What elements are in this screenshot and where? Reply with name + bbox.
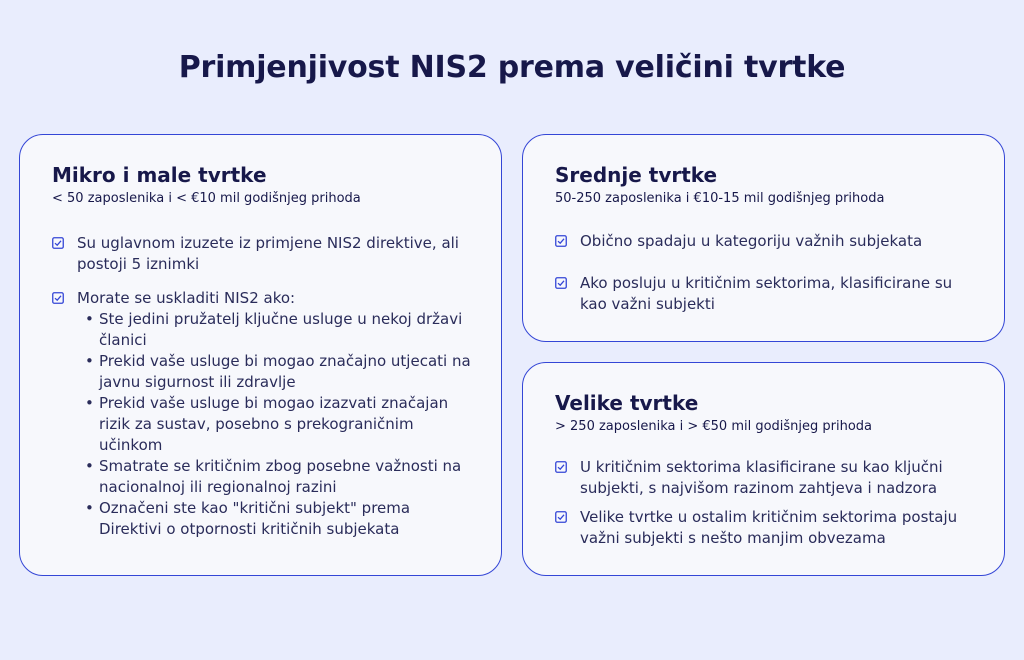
- list-item: [555, 507, 974, 549]
- card-heading: Mikro i male tvrtke: [52, 163, 267, 187]
- checkbox-icon: [555, 235, 567, 247]
- list-item: [555, 273, 974, 315]
- card-large: [522, 362, 1005, 576]
- checkbox-icon: [52, 292, 64, 304]
- condition-item: • Prekid vaše usluge bi mogao izazvati značajan rizik za sustav, posebno s prekograničnim učinkom: [85, 393, 471, 456]
- list-item: [555, 457, 974, 499]
- condition-item: • Označeni ste kao "kritični subjekt" prema Direktivi o otpornosti kritičnih subjekata: [85, 498, 471, 540]
- checkbox-icon: [555, 277, 567, 289]
- card-heading: Srednje tvrtke: [555, 163, 718, 187]
- condition-item: • Prekid vaše usluge bi mogao značajno utjecati na javnu sigurnost ili zdravlje: [85, 351, 471, 393]
- list-item-text: Su uglavnom izuzete iz primjene NIS2 direktive, ali postoji 5 iznimki: [77, 234, 459, 273]
- condition-list: [77, 309, 471, 540]
- page-title: Primjenjivost NIS2 prema veličini tvrtke: [178, 50, 846, 85]
- card-subtitle: > 250 zaposlenika i > €50 mil godišnjeg prihoda: [555, 419, 873, 434]
- card-subtitle: < 50 zaposlenika i < €10 mil godišnjeg prihoda: [52, 191, 361, 206]
- list-item-text: U kritičnim sektorima klasificirane su kao ključni subjekti, s najvišom razinom zahtjeva i nadzora: [580, 458, 943, 497]
- list-item-text: Morate se uskladiti NIS2 ako:: [77, 289, 296, 307]
- list-item-text: Velike tvrtke u ostalim kritičnim sektorima postaju važni subjekti s nešto manjim obvezama: [580, 508, 958, 547]
- card-micro-small: [19, 134, 502, 576]
- checkbox-icon: [555, 461, 567, 473]
- condition-item: • Smatrate se kritičnim zbog posebne važnosti na nacionalnoj ili regionalnoj razini: [85, 456, 471, 498]
- condition-item: • Ste jedini pružatelj ključne usluge u nekoj državi članici: [85, 309, 471, 351]
- card-subtitle: 50-250 zaposlenika i €10-15 mil godišnjeg prihoda: [555, 191, 885, 206]
- checkbox-icon: [555, 511, 567, 523]
- list-item: [52, 288, 471, 540]
- list-item-text: Obično spadaju u kategoriju važnih subjekata: [580, 232, 923, 250]
- checkbox-icon: [52, 237, 64, 249]
- card-heading: Velike tvrtke: [555, 391, 699, 415]
- list-item: [555, 231, 974, 252]
- card-medium: [522, 134, 1005, 342]
- list-item: [52, 233, 471, 275]
- list-item-text: Ako posluju u kritičnim sektorima, klasificirane su kao važni subjekti: [580, 274, 953, 313]
